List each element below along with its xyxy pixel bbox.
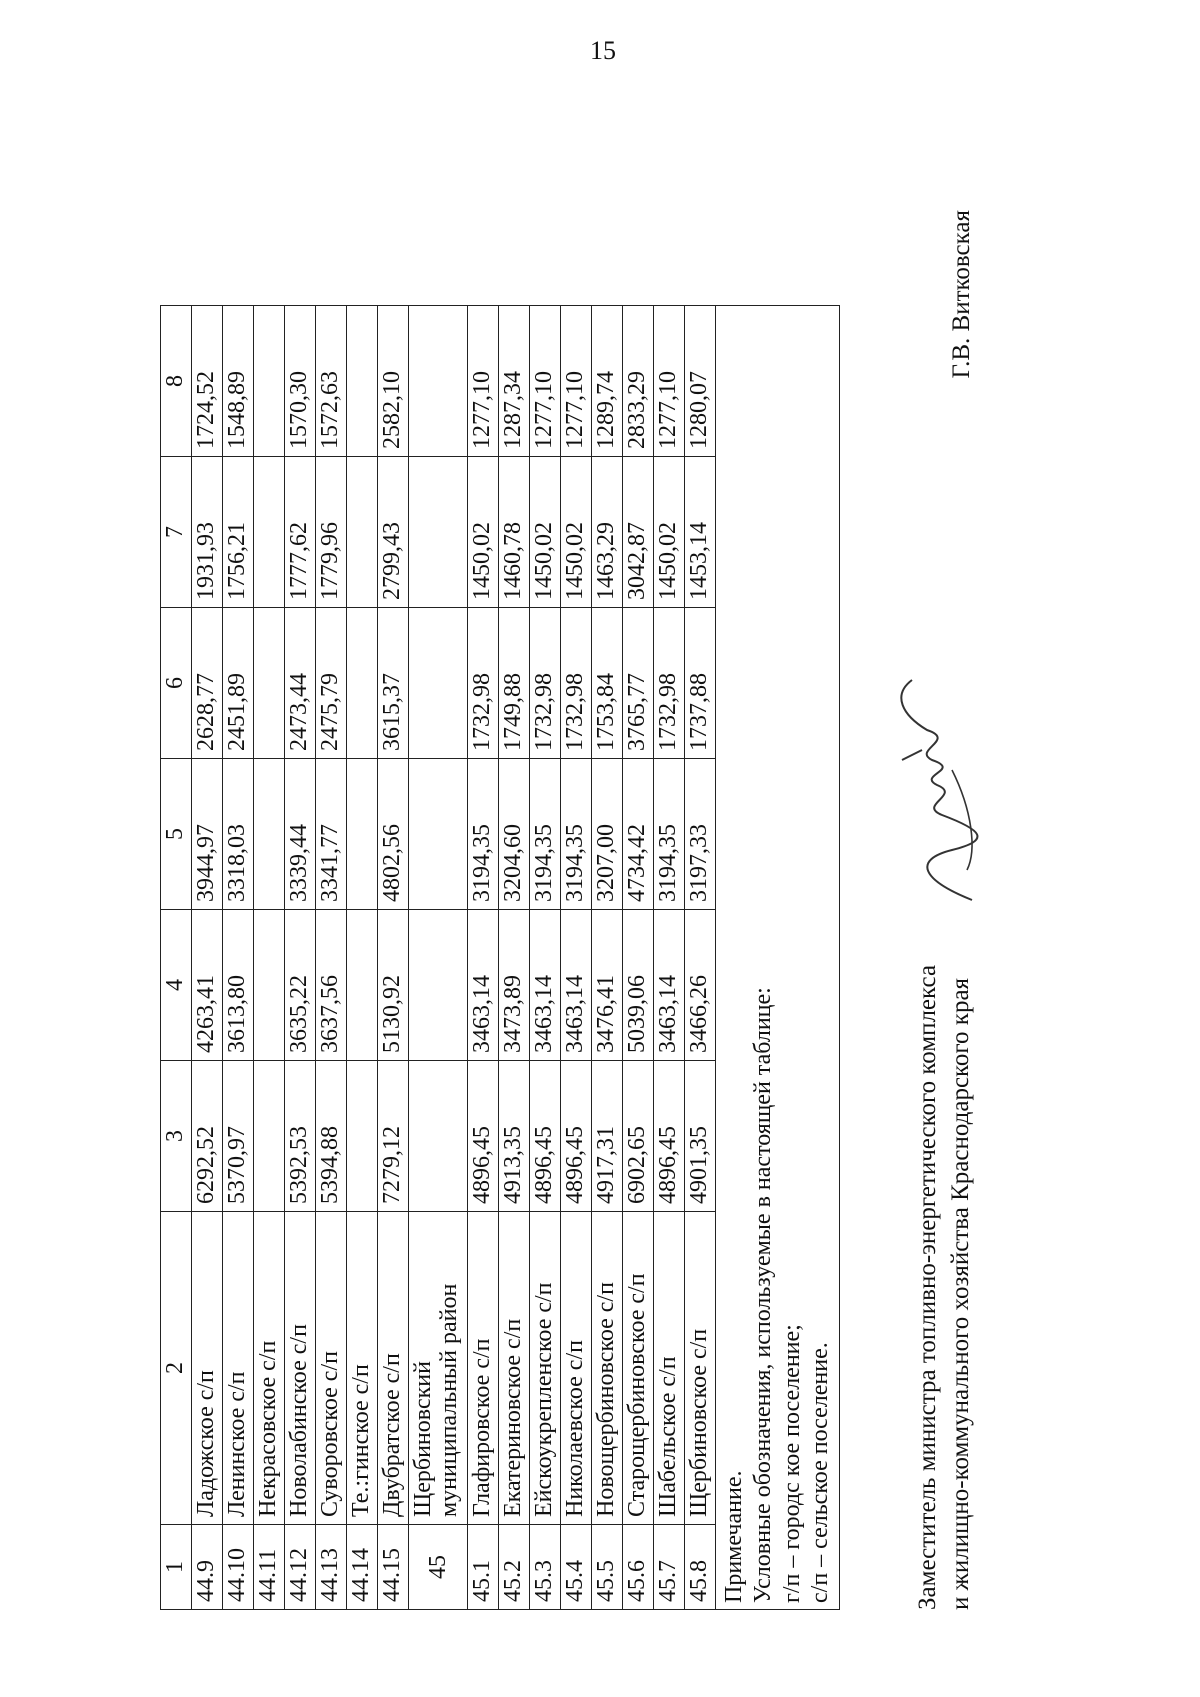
row-number-cell: 44.9 [192,1525,223,1610]
value-cell: 4896,45 [561,1061,592,1212]
value-cell: 5392,53 [285,1061,316,1212]
table-row [654,306,685,1610]
header-cell: 7 [161,457,192,608]
value-cell: 4802,56 [378,759,409,910]
value-cell: 4734,42 [623,759,654,910]
row-number-cell: 44.10 [223,1525,254,1610]
settlement-name-cell: Щербиновское с/п [685,1212,716,1525]
table-row [623,306,654,1610]
value-cell: 3204,60 [499,759,530,910]
value-cell [254,306,285,457]
settlement-name-cell: Ейскоукрепленское с/п [530,1212,561,1525]
header-cell: 2 [161,1212,192,1525]
row-number-cell: 44.14 [347,1525,378,1610]
row-number-cell: 44.12 [285,1525,316,1610]
table-row [468,306,499,1610]
value-cell: 3463,14 [530,910,561,1061]
table-row [499,306,530,1610]
value-cell: 3463,14 [654,910,685,1061]
row-number-cell: 44.15 [378,1525,409,1610]
value-cell: 2582,10 [378,306,409,457]
value-cell: 4896,45 [468,1061,499,1212]
value-cell: 2451,89 [223,608,254,759]
table-row [285,306,316,1610]
row-number-cell: 45.8 [685,1525,716,1610]
value-cell [254,457,285,608]
value-cell [254,1061,285,1212]
value-cell [254,608,285,759]
value-cell: 3473,89 [499,910,530,1061]
value-cell: 3615,37 [378,608,409,759]
row-number-cell: 45.1 [468,1525,499,1610]
value-cell: 3463,14 [468,910,499,1061]
table-row [685,306,716,1610]
settlement-name-cell: Николаевское с/п [561,1212,592,1525]
value-cell [409,759,468,910]
signer-position-line: Заместитель министра топливно-энергетического комплекса [914,964,941,1610]
settlement-name-cell: Некрасовское с/п [254,1212,285,1525]
value-cell: 3476,41 [592,910,623,1061]
value-cell: 2473,44 [285,608,316,759]
value-cell: 1724,52 [192,306,223,457]
value-cell: 4901,35 [685,1061,716,1212]
value-cell: 5039,06 [623,910,654,1061]
value-cell: 1287,34 [499,306,530,457]
value-cell: 3339,44 [285,759,316,910]
value-cell [409,306,468,457]
value-cell: 3318,03 [223,759,254,910]
value-cell: 6902,65 [623,1061,654,1212]
value-cell: 5130,92 [378,910,409,1061]
value-cell: 1453,14 [685,457,716,608]
settlement-name-cell: Двубратское с/п [378,1212,409,1525]
value-cell: 5394,88 [316,1061,347,1212]
value-cell: 2833,29 [623,306,654,457]
value-cell [409,608,468,759]
settlement-name-cell: Шабельское с/п [654,1212,685,1525]
value-cell: 2628,77 [192,608,223,759]
value-cell: 2799,43 [378,457,409,608]
value-cell: 1570,30 [285,306,316,457]
header-cell: 5 [161,759,192,910]
page-number: 15 [590,36,616,65]
value-cell [347,910,378,1061]
value-cell: 1548,89 [223,306,254,457]
table-row [409,306,468,1610]
value-cell: 3194,35 [654,759,685,910]
value-cell [409,910,468,1061]
value-cell: 1753,84 [592,608,623,759]
header-cell: 8 [161,306,192,457]
value-cell: 1732,98 [530,608,561,759]
settlement-name-cell: Глафировское с/п [468,1212,499,1525]
value-cell [409,457,468,608]
value-cell: 3194,35 [468,759,499,910]
row-number-cell: 45 [409,1525,468,1610]
value-cell [347,608,378,759]
signature-block [912,210,977,1610]
value-cell: 2475,79 [316,608,347,759]
notes-cell [716,306,840,1610]
value-cell: 4896,45 [530,1061,561,1212]
header-cell: 4 [161,910,192,1061]
row-number-cell: 45.3 [530,1525,561,1610]
row-number-cell: 45.2 [499,1525,530,1610]
value-cell: 6292,52 [192,1061,223,1212]
value-cell: 3194,35 [530,759,561,910]
value-cell: 3207,00 [592,759,623,910]
value-cell: 1732,98 [468,608,499,759]
value-cell: 1460,78 [499,457,530,608]
value-cell: 1931,93 [192,457,223,608]
value-cell: 3635,22 [285,910,316,1061]
value-cell: 1277,10 [654,306,685,457]
value-cell: 1450,02 [468,457,499,608]
value-cell [409,1061,468,1212]
settlement-name-cell: Екатериновское с/п [499,1212,530,1525]
value-cell: 1463,29 [592,457,623,608]
value-cell: 1777,62 [285,457,316,608]
table-row [378,306,409,1610]
value-cell: 1737,88 [685,608,716,759]
value-cell: 3197,33 [685,759,716,910]
value-cell: 4896,45 [654,1061,685,1212]
table-row [530,306,561,1610]
value-cell [347,457,378,608]
value-cell: 7279,12 [378,1061,409,1212]
table-row [254,306,285,1610]
value-cell: 1277,10 [468,306,499,457]
value-cell: 1277,10 [561,306,592,457]
notes-item: с/п – сельское поселение. [807,1342,834,1603]
signer-name: Г.В. Витковская [948,210,975,379]
signer-position-line: и жилищно-коммунального хозяйства Краснодарского края [946,977,974,1610]
value-cell: 3765,77 [623,608,654,759]
value-cell [254,910,285,1061]
value-cell: 1732,98 [654,608,685,759]
value-cell [254,759,285,910]
value-cell: 1732,98 [561,608,592,759]
tariff-table [160,305,840,1610]
table-row [223,306,254,1610]
value-cell [347,306,378,457]
value-cell: 1450,02 [530,457,561,608]
value-cell: 1289,74 [592,306,623,457]
rotated-content [160,210,1160,1610]
row-number-cell: 45.6 [623,1525,654,1610]
value-cell: 3466,26 [685,910,716,1061]
value-cell: 1756,21 [223,457,254,608]
value-cell: 3637,56 [316,910,347,1061]
value-cell: 3042,87 [623,457,654,608]
settlement-name-cell: Ладожское с/п [192,1212,223,1525]
value-cell: 1280,07 [685,306,716,457]
value-cell: 3944,97 [192,759,223,910]
table-row [592,306,623,1610]
value-cell: 3341,77 [316,759,347,910]
table-row [316,306,347,1610]
value-cell: 1779,96 [316,457,347,608]
value-cell: 1450,02 [654,457,685,608]
value-cell: 4263,41 [192,910,223,1061]
header-cell: 1 [161,1525,192,1610]
value-cell: 4917,31 [592,1061,623,1212]
value-cell [347,759,378,910]
row-number-cell: 45.7 [654,1525,685,1610]
value-cell: 1572,63 [316,306,347,457]
row-number-cell: 45.4 [561,1525,592,1610]
value-cell: 3613,80 [223,910,254,1061]
settlement-name-cell: Щербиновский муниципальный район [409,1212,468,1525]
header-cell: 6 [161,608,192,759]
row-number-cell: 44.11 [254,1525,285,1610]
handwritten-signature-icon [882,670,1002,910]
settlement-name-cell: Новолабинское с/п [285,1212,316,1525]
value-cell: 1749,88 [499,608,530,759]
row-number-cell: 45.5 [592,1525,623,1610]
value-cell: 5370,97 [223,1061,254,1212]
notes-item: г/п – городс кое поселение; [778,1324,805,1603]
value-cell: 1450,02 [561,457,592,608]
value-cell [347,1061,378,1212]
value-cell: 4913,35 [499,1061,530,1212]
notes-row [716,306,840,1610]
header-cell: 3 [161,1061,192,1212]
table-header-row [161,306,192,1610]
table-row [347,306,378,1610]
table-row [561,306,592,1610]
settlement-name-cell: Те.:гинское с/п [347,1212,378,1525]
table-row [192,306,223,1610]
settlement-name-cell: Старощербиновское с/п [623,1212,654,1525]
row-number-cell: 44.13 [316,1525,347,1610]
settlement-name-cell: Суворовское с/п [316,1212,347,1525]
value-cell: 3194,35 [561,759,592,910]
value-cell: 1277,10 [530,306,561,457]
notes-intro: Условные обозначения, используемые в настоящей таблице: [749,987,776,1603]
notes-title: Примечание. [721,1470,747,1603]
value-cell: 3463,14 [561,910,592,1061]
settlement-name-cell: Ленинское с/п [223,1212,254,1525]
settlement-name-cell: Новощербиновское с/п [592,1212,623,1525]
